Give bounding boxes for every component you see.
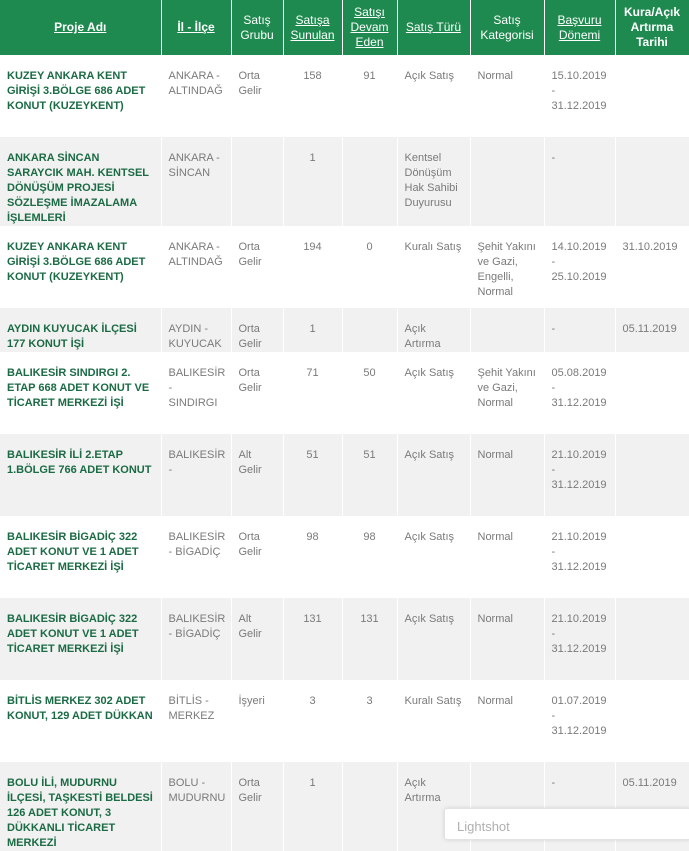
project-name[interactable]: BİTLİS MERKEZ 302 ADET KONUT, 129 ADET DÜKKAN xyxy=(0,680,161,762)
project-name[interactable]: AYDIN KUYUCAK İLÇESİ 177 KONUT İŞİ xyxy=(0,308,161,352)
sale-type: Açık Satış xyxy=(397,598,470,680)
application-period: 05.08.2019 - 31.12.2019 xyxy=(544,352,615,434)
draw-date: 31.10.2019 xyxy=(615,226,689,308)
ongoing-count: 3 xyxy=(342,680,397,762)
draw-date xyxy=(615,680,689,762)
sale-group: İşyeri xyxy=(231,680,283,762)
project-name[interactable]: BALIKESİR SINDIRGI 2. ETAP 668 ADET KONUT VE TİCARET MERKEZİ İŞİ xyxy=(0,352,161,434)
header-il-ilce[interactable]: İl - İlçe xyxy=(161,0,231,55)
offered-count: 131 xyxy=(283,598,342,680)
sale-category xyxy=(470,308,544,352)
sale-type: Kentsel Dönüşüm Hak Sahibi Duyurusu xyxy=(397,137,470,226)
project-name[interactable]: BALIKESİR BİGADİÇ 322 ADET KONUT VE 1 ADET TİCARET MERKEZİ İŞİ xyxy=(0,598,161,680)
sale-type: Kuralı Satış xyxy=(397,226,470,308)
location: BALIKESİR - SINDIRGI xyxy=(161,352,231,434)
sale-type: Açık Satış xyxy=(397,434,470,516)
location: BALIKESİR - xyxy=(161,434,231,516)
sale-type: Açık Satış xyxy=(397,516,470,598)
sale-group: Orta Gelir xyxy=(231,226,283,308)
offered-count: 51 xyxy=(283,434,342,516)
sale-category xyxy=(470,137,544,226)
header-kura-tarihi: Kura/Açık Artırma Tarihi xyxy=(615,0,689,55)
draw-date: 05.11.2019 xyxy=(615,308,689,352)
offered-count: 71 xyxy=(283,352,342,434)
location: BALIKESİR - BİGADİÇ xyxy=(161,516,231,598)
location: ANKARA - ALTINDAĞ xyxy=(161,55,231,137)
offered-count: 1 xyxy=(283,308,342,352)
table-row xyxy=(0,516,689,598)
application-period: 21.10.2019 - 31.12.2019 xyxy=(544,434,615,516)
offered-count: 1 xyxy=(283,137,342,226)
location: ANKARA - ALTINDAĞ xyxy=(161,226,231,308)
application-period: - xyxy=(544,137,615,226)
header-satis-grubu: Satış Grubu xyxy=(231,0,283,55)
project-name[interactable]: BALIKESİR BİGADİÇ 322 ADET KONUT VE 1 ADET TİCARET MERKEZİ İŞİ xyxy=(0,516,161,598)
ongoing-count: 131 xyxy=(342,598,397,680)
sale-group: Alt Gelir xyxy=(231,598,283,680)
ongoing-count xyxy=(342,137,397,226)
application-period: 21.10.2019 - 31.12.2019 xyxy=(544,598,615,680)
project-name[interactable]: ANKARA SİNCAN SARAYCIK MAH. KENTSEL DÖNÜŞÜM PROJESİ SÖZLEŞME İMAZALAMA İŞLEMLERİ xyxy=(0,137,161,226)
sale-type: Açık Artırma xyxy=(397,762,470,851)
location: BOLU - MUDURNU xyxy=(161,762,231,851)
application-period: 21.10.2019 - 31.12.2019 xyxy=(544,516,615,598)
offered-count: 3 xyxy=(283,680,342,762)
header-satisi-devam-eden[interactable]: Satışı Devam Eden xyxy=(342,0,397,55)
table-row xyxy=(0,55,689,137)
table-header-row xyxy=(0,0,689,55)
draw-date xyxy=(615,352,689,434)
table-row xyxy=(0,434,689,516)
table-row xyxy=(0,352,689,434)
ongoing-count xyxy=(342,762,397,851)
header-basvuru-donemi[interactable]: Başvuru Dönemi xyxy=(544,0,615,55)
ongoing-count: 50 xyxy=(342,352,397,434)
ongoing-count: 0 xyxy=(342,226,397,308)
project-name[interactable]: KUZEY ANKARA KENT GİRİŞİ 3.BÖLGE 686 ADET KONUT (KUZEYKENT) xyxy=(0,55,161,137)
header-satis-kategorisi: Satış Kategorisi xyxy=(470,0,544,55)
header-satisa-sunulan[interactable]: Satışa Sunulan xyxy=(283,0,342,55)
offered-count: 194 xyxy=(283,226,342,308)
lightshot-overlay[interactable] xyxy=(444,808,689,840)
sale-category: Normal xyxy=(470,516,544,598)
location: BALIKESİR - BİGADİÇ xyxy=(161,598,231,680)
application-period: 01.07.2019 - 31.12.2019 xyxy=(544,680,615,762)
ongoing-count: 51 xyxy=(342,434,397,516)
sale-group: Orta Gelir xyxy=(231,55,283,137)
sale-group: Orta Gelir xyxy=(231,516,283,598)
sale-group xyxy=(231,137,283,226)
ongoing-count: 91 xyxy=(342,55,397,137)
table-row xyxy=(0,308,689,352)
application-period: 14.10.2019 - 25.10.2019 xyxy=(544,226,615,308)
sale-category: Normal xyxy=(470,680,544,762)
application-period: - xyxy=(544,762,615,851)
header-satis-turu[interactable]: Satış Türü xyxy=(397,0,470,55)
draw-date xyxy=(615,137,689,226)
sale-type: Kuralı Satış xyxy=(397,680,470,762)
sale-category: Şehit Yakını ve Gazi, Normal xyxy=(470,352,544,434)
offered-count: 158 xyxy=(283,55,342,137)
sale-group: Alt Gelir xyxy=(231,434,283,516)
sale-group: Orta Gelir xyxy=(231,352,283,434)
header-proje-adi[interactable]: Proje Adı xyxy=(0,0,161,55)
sale-type: Açık Satış xyxy=(397,55,470,137)
sale-category: Normal xyxy=(470,598,544,680)
lightshot-label: Lightshot xyxy=(457,819,510,834)
draw-date xyxy=(615,55,689,137)
location: BİTLİS - MERKEZ xyxy=(161,680,231,762)
draw-date xyxy=(615,598,689,680)
table-row xyxy=(0,226,689,308)
location: AYDIN - KUYUCAK xyxy=(161,308,231,352)
application-period: 15.10.2019 - 31.12.2019 xyxy=(544,55,615,137)
sale-type: Açık Artırma xyxy=(397,308,470,352)
project-name[interactable]: BOLU İLİ, MUDURNU İLÇESİ, TAŞKESTİ BELDESİ 126 ADET KONUT, 3 DÜKKANLI TİCARET MERKEZİ xyxy=(0,762,161,851)
draw-date: 05.11.2019 xyxy=(615,762,689,851)
sale-group: Orta Gelir xyxy=(231,308,283,352)
ongoing-count xyxy=(342,308,397,352)
ongoing-count: 98 xyxy=(342,516,397,598)
table-row xyxy=(0,680,689,762)
sale-type: Açık Satış xyxy=(397,352,470,434)
offered-count: 1 xyxy=(283,762,342,851)
offered-count: 98 xyxy=(283,516,342,598)
sale-category: Normal xyxy=(470,434,544,516)
project-name[interactable]: KUZEY ANKARA KENT GİRİŞİ 3.BÖLGE 686 ADET KONUT (KUZEYKENT) xyxy=(0,226,161,308)
table-row xyxy=(0,137,689,226)
sale-category: Normal xyxy=(470,55,544,137)
draw-date xyxy=(615,516,689,598)
location: ANKARA - SİNCAN xyxy=(161,137,231,226)
draw-date xyxy=(615,434,689,516)
sale-group: Orta Gelir xyxy=(231,762,283,851)
project-name[interactable]: BALIKESİR İLİ 2.ETAP 1.BÖLGE 766 ADET KONUT xyxy=(0,434,161,516)
application-period: - xyxy=(544,308,615,352)
sale-category: Şehit Yakını ve Gazi, Engelli, Normal xyxy=(470,226,544,308)
table-row xyxy=(0,598,689,680)
